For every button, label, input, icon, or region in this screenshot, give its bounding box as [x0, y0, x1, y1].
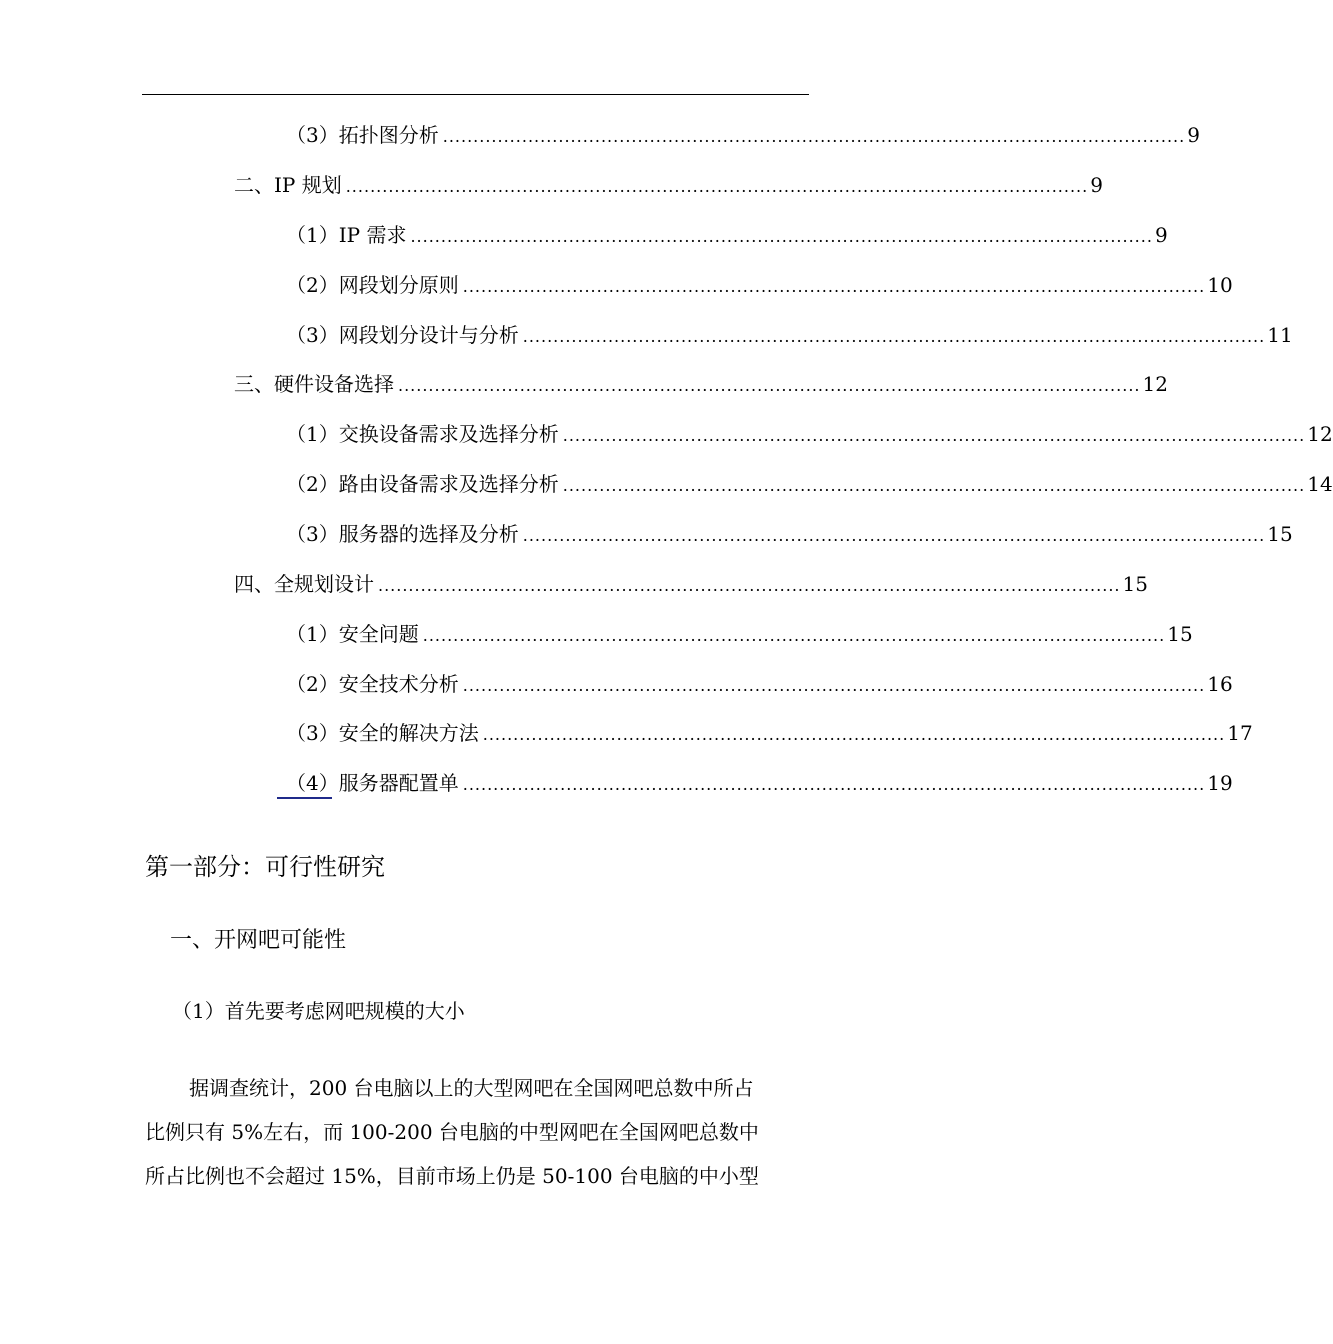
toc-dot-leader: .......................................................................................................................... — [410, 227, 1153, 246]
toc-entry-page: 15 — [1267, 522, 1293, 546]
toc-entry[interactable] — [286, 320, 1293, 350]
toc-entry-page: 10 — [1207, 273, 1233, 297]
toc-dot-leader: .......................................................................................................................... — [422, 626, 1166, 645]
toc-entry-page: 9 — [1154, 223, 1168, 247]
toc-entry[interactable] — [286, 519, 1293, 549]
toc-entry-page: 12 — [1307, 422, 1333, 446]
toc-dot-leader: .......................................................................................................................... — [442, 127, 1186, 146]
toc-dot-leader: .......................................................................................................................... — [522, 327, 1266, 346]
toc-entry[interactable] — [286, 120, 1200, 150]
toc-entry-page: 14 — [1307, 472, 1333, 496]
toc-entry-title: 四、全规划设计 — [234, 572, 374, 596]
body-paragraph — [145, 1066, 810, 1198]
toc-entry-title: （3）服务器的选择及分析 — [286, 522, 519, 546]
toc-entry-title: 三、硬件设备选择 — [234, 372, 394, 396]
toc-entry-page: 9 — [1187, 123, 1200, 147]
hyperlink-underline — [277, 797, 332, 799]
toc-entry[interactable] — [286, 669, 1233, 699]
section-title: 一、开网吧可能性 — [170, 928, 347, 953]
toc-entry-title: （4）服务器配置单 — [286, 771, 459, 795]
toc-dot-leader: .......................................................................................................................... — [462, 676, 1206, 695]
toc-entry-title: （3）安全的解决方法 — [286, 721, 479, 745]
toc-entry[interactable] — [286, 768, 1233, 798]
toc-dot-leader: .......................................................................................................................... — [462, 277, 1206, 296]
toc-entry[interactable] — [286, 469, 1333, 499]
toc-entry[interactable] — [286, 270, 1233, 300]
toc-entry-page: 9 — [1090, 173, 1103, 197]
toc-entry[interactable] — [286, 619, 1193, 649]
toc-entry[interactable] — [234, 369, 1168, 399]
toc-entry-title: 二、IP 规划 — [234, 173, 342, 197]
toc-entry-page: 15 — [1167, 622, 1193, 646]
toc-entry-title: （2）网段划分原则 — [286, 273, 459, 297]
paragraph-line: 比例只有 5%左右，而 100-200 台电脑的中型网吧在全国网吧总数中 — [145, 1120, 759, 1144]
toc-dot-leader: .......................................................................................................................... — [462, 775, 1206, 794]
part-title: 第一部分：可行性研究 — [145, 853, 385, 881]
toc-dot-leader: .......................................................................................................................... — [522, 526, 1266, 545]
toc-dot-leader: .......................................................................................................................... — [378, 576, 1121, 595]
toc-entry-page: 19 — [1207, 771, 1233, 795]
toc-entry[interactable] — [234, 569, 1148, 599]
toc-entry-page: 11 — [1267, 323, 1293, 347]
toc-entry-title: （1）安全问题 — [286, 622, 419, 646]
toc-dot-leader: .......................................................................................................................... — [482, 725, 1226, 744]
paragraph-line: 所占比例也不会超过 15%，目前市场上仍是 50-100 台电脑的中小型 — [145, 1164, 759, 1188]
toc-entry-title: （3）拓扑图分析 — [286, 123, 439, 147]
toc-entry[interactable] — [286, 718, 1253, 748]
toc-entry-title: （2）路由设备需求及选择分析 — [286, 472, 559, 496]
toc-entry-page: 17 — [1227, 721, 1253, 745]
toc-entry-title: （1）IP 需求 — [286, 223, 407, 247]
toc-dot-leader: .......................................................................................................................... — [562, 476, 1306, 495]
paragraph-line: 据调查统计，200 台电脑以上的大型网吧在全国网吧总数中所占 — [189, 1076, 754, 1100]
toc-entry-title: （2）安全技术分析 — [286, 672, 459, 696]
header-rule — [142, 94, 809, 95]
toc-entry-page: 12 — [1142, 372, 1168, 396]
toc-dot-leader: .......................................................................................................................... — [562, 426, 1306, 445]
toc-entry-page: 15 — [1122, 572, 1148, 596]
toc-dot-leader: .......................................................................................................................... — [398, 376, 1141, 395]
subsection-title: （1）首先要考虑网吧规模的大小 — [172, 999, 465, 1023]
toc-dot-leader: .......................................................................................................................... — [345, 177, 1089, 196]
toc-entry-title: （3）网段划分设计与分析 — [286, 323, 519, 347]
toc-entry[interactable] — [286, 220, 1168, 250]
toc-entry-page: 16 — [1207, 672, 1233, 696]
toc-entry[interactable] — [286, 419, 1333, 449]
toc-entry[interactable] — [234, 170, 1103, 200]
toc-entry-title: （1）交换设备需求及选择分析 — [286, 422, 559, 446]
